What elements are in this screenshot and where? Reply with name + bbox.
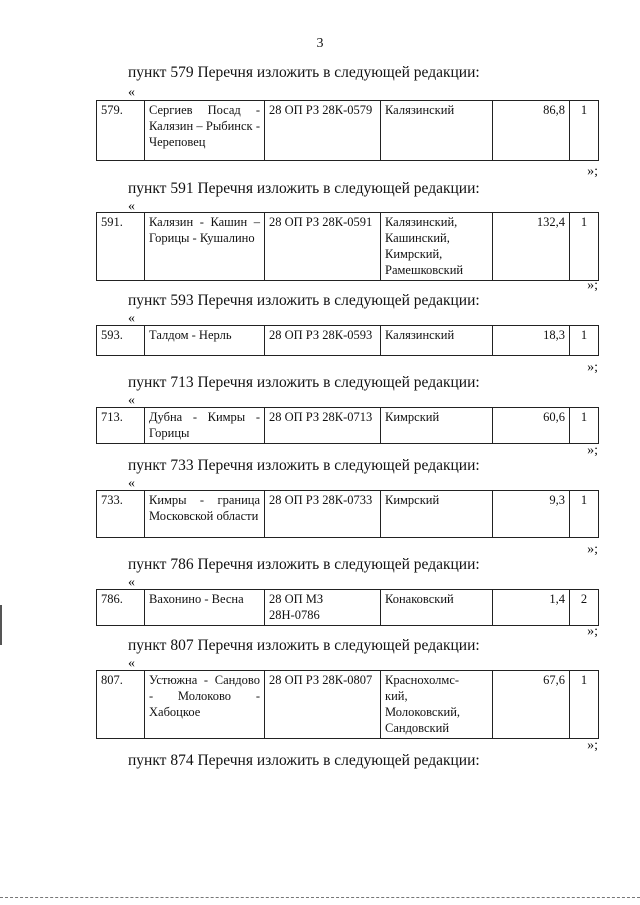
road-table: [96, 670, 599, 739]
table-row: [97, 326, 599, 356]
entry-heading: пункт 593 Перечня изложить в следующей редакции:: [128, 292, 480, 309]
road-name: Устюжна - Сандово - Молоково - Хабоцкое: [145, 671, 265, 739]
open-quote: «: [128, 393, 135, 408]
road-districts: Кимрский: [381, 491, 493, 538]
road-name: Вахонино - Весна: [145, 590, 265, 626]
close-quote: »;: [587, 164, 598, 179]
road-code: 28 ОП РЗ 28К-0591: [265, 213, 381, 281]
road-name: Дубна - Кимры - Горицы: [145, 408, 265, 444]
row-number: 579.: [97, 101, 145, 161]
road-name: Сергиев Посад - Калязин – Рыбинск - Череповец: [145, 101, 265, 161]
road-table: [96, 100, 599, 161]
close-quote: »;: [587, 542, 598, 557]
road-code: 28 ОП РЗ 28К-0807: [265, 671, 381, 739]
open-quote: «: [128, 199, 135, 214]
road-districts: Краснохолмс- кий, Молоковский, Сандовский: [381, 671, 493, 739]
road-category: 1: [570, 213, 599, 281]
open-quote: «: [128, 476, 135, 491]
row-number: 591.: [97, 213, 145, 281]
table-row: [97, 408, 599, 444]
open-quote: «: [128, 85, 135, 100]
road-name: Талдом - Нерль: [145, 326, 265, 356]
close-quote: »;: [587, 443, 598, 458]
road-name: Кимры - граница Московской области: [145, 491, 265, 538]
open-quote: «: [128, 656, 135, 671]
page-number: 3: [316, 36, 324, 51]
road-table: [96, 212, 599, 281]
table-row: [97, 491, 599, 538]
road-table: [96, 325, 599, 356]
table-row: [97, 213, 599, 281]
entry-heading: пункт 579 Перечня изложить в следующей редакции:: [128, 64, 480, 81]
road-table: [96, 407, 599, 444]
road-category: 1: [570, 491, 599, 538]
road-name: Калязин - Кашин – Горицы - Кушалино: [145, 213, 265, 281]
close-quote: »;: [587, 360, 598, 375]
entry-heading: пункт 807 Перечня изложить в следующей редакции:: [128, 637, 480, 654]
row-number: 807.: [97, 671, 145, 739]
open-quote: «: [128, 311, 135, 326]
road-code: 28 ОП РЗ 28К-0579: [265, 101, 381, 161]
row-number: 593.: [97, 326, 145, 356]
road-districts: Конаковский: [381, 590, 493, 626]
road-length: 1,4: [493, 590, 570, 626]
road-districts: Калязинский: [381, 326, 493, 356]
road-table: [96, 490, 599, 538]
road-districts: Калязинский: [381, 101, 493, 161]
entry-heading: пункт 591 Перечня изложить в следующей редакции:: [128, 180, 480, 197]
road-districts: Кимрский: [381, 408, 493, 444]
road-category: 1: [570, 326, 599, 356]
road-category: 1: [570, 101, 599, 161]
road-code: 28 ОП РЗ 28К-0733: [265, 491, 381, 538]
row-number: 713.: [97, 408, 145, 444]
open-quote: «: [128, 575, 135, 590]
road-length: 18,3: [493, 326, 570, 356]
road-category: 2: [570, 590, 599, 626]
scan-edge-mark: [0, 605, 2, 645]
road-code: 28 ОП МЗ 28Н-0786: [265, 590, 381, 626]
table-row: [97, 590, 599, 626]
entry-heading: пункт 786 Перечня изложить в следующей редакции:: [128, 556, 480, 573]
final-heading: пункт 874 Перечня изложить в следующей редакции:: [128, 752, 480, 769]
road-table: [96, 589, 599, 626]
road-length: 9,3: [493, 491, 570, 538]
page-bottom-edge: [0, 897, 640, 899]
row-number: 786.: [97, 590, 145, 626]
road-length: 60,6: [493, 408, 570, 444]
entry-heading: пункт 733 Перечня изложить в следующей редакции:: [128, 457, 480, 474]
road-length: 67,6: [493, 671, 570, 739]
close-quote: »;: [587, 738, 598, 753]
close-quote: »;: [587, 624, 598, 639]
road-districts: Калязинский, Кашинский, Кимрский, Рамешковский: [381, 213, 493, 281]
road-code: 28 ОП РЗ 28К-0593: [265, 326, 381, 356]
road-code: 28 ОП РЗ 28К-0713: [265, 408, 381, 444]
table-row: [97, 101, 599, 161]
road-category: 1: [570, 671, 599, 739]
road-length: 132,4: [493, 213, 570, 281]
row-number: 733.: [97, 491, 145, 538]
road-category: 1: [570, 408, 599, 444]
table-row: [97, 671, 599, 739]
entry-heading: пункт 713 Перечня изложить в следующей редакции:: [128, 374, 480, 391]
close-quote: »;: [587, 278, 598, 293]
road-length: 86,8: [493, 101, 570, 161]
